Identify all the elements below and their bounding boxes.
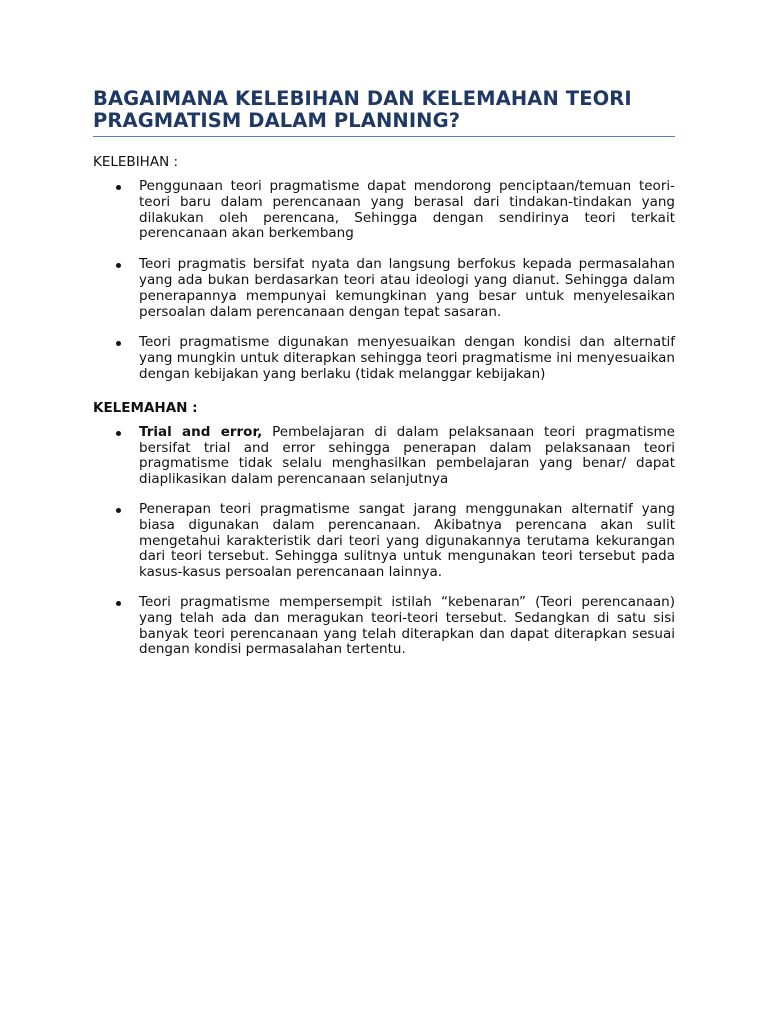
- kelemahan-item: [93, 502, 675, 581]
- kelebihan-heading-text: KELEBIHAN: [93, 154, 170, 170]
- kelemahan-item: [93, 595, 675, 658]
- kelemahan-heading: [93, 400, 675, 416]
- kelebihan-heading: [93, 154, 675, 170]
- kelemahan-heading-text: KELEMAHAN: [93, 399, 188, 416]
- kelemahan-item-text: Teori pragmatisme mempersempit istilah “kebenaran” (Teori perencanaan) yang telah ada dan meragukan teori-teori tersebut. Sedangkan di satu sisi banyak teori perencanaan yang telah diterapkan dan dapat diterapkan sesuai dengan kondisi permasalahan tertentu.: [139, 593, 675, 658]
- kelemahan-list: [93, 425, 675, 658]
- kelebihan-item: [93, 179, 675, 242]
- bullet-icon: [116, 508, 121, 513]
- kelebihan-heading-colon: :: [169, 154, 179, 170]
- document-title: BAGAIMANA KELEBIHAN DAN KELEMAHAN TEORI PRAGMATISM DALAM PLANNING?: [93, 87, 632, 132]
- kelemahan-item-text: Pembelajaran di dalam pelaksanaan teori pragmatisme bersifat trial and error sehingga penerapan dalam pelaksanaan teori pragmatisme tidak selalu menghasilkan pembelajaran yang benar/ dapat diaplikasikan dalam perencanaan selanjutnya: [139, 423, 675, 488]
- kelebihan-list: [93, 179, 675, 383]
- kelebihan-item-text: Teori pragmatis bersifat nyata dan langsung berfokus kepada permasalahan yang ada bukan berdasarkan teori atau ideologi yang dianut. Sehingga dalam penerapannya mempunyai kemungkinan yang besar untuk menyelesaikan persoalan dalam perencanaan dengan tepat sasaran.: [139, 256, 675, 320]
- bullet-icon: [116, 341, 121, 346]
- title-underline: [93, 136, 675, 137]
- bullet-icon: [116, 263, 121, 268]
- kelebihan-item-text: Teori pragmatisme digunakan menyesuaikan dengan kondisi dan alternatif yang mungkin untuk diterapkan sehingga teori pragmatisme ini menyesuaikan dengan kebijakan yang berlaku (tidak melanggar kebijakan): [139, 334, 675, 382]
- bullet-icon: [116, 185, 121, 190]
- kelebihan-item-text: Penggunaan teori pragmatisme dapat mendorong penciptaan/temuan teori-teori baru dalam perencanaan yang berasal dari tindakan-tindakan yang dilakukan oleh perencana, Sehingga dengan sendirinya teori terkait perencanaan akan berkembang: [139, 178, 675, 242]
- kelemahan-item: [93, 425, 675, 488]
- kelemahan-item-lead: Trial and error,: [139, 423, 263, 440]
- bullet-icon: [116, 601, 121, 606]
- kelebihan-item: [93, 257, 675, 320]
- kelebihan-item: [93, 335, 675, 382]
- bullet-icon: [116, 431, 121, 436]
- kelemahan-item-text: Penerapan teori pragmatisme sangat jarang menggunakan alternatif yang biasa digunakan dalam perencanaan. Akibatnya perencana akan sulit mengetahui karakteristik dari teori yang digunakannya terutama kekurangan dari teori tersebut. Sehingga sulitnya untuk mengunakan teori tersebut pada kasus-kasus persoalan perencanaan lainnya.: [139, 500, 675, 581]
- kelemahan-heading-colon: :: [187, 399, 198, 416]
